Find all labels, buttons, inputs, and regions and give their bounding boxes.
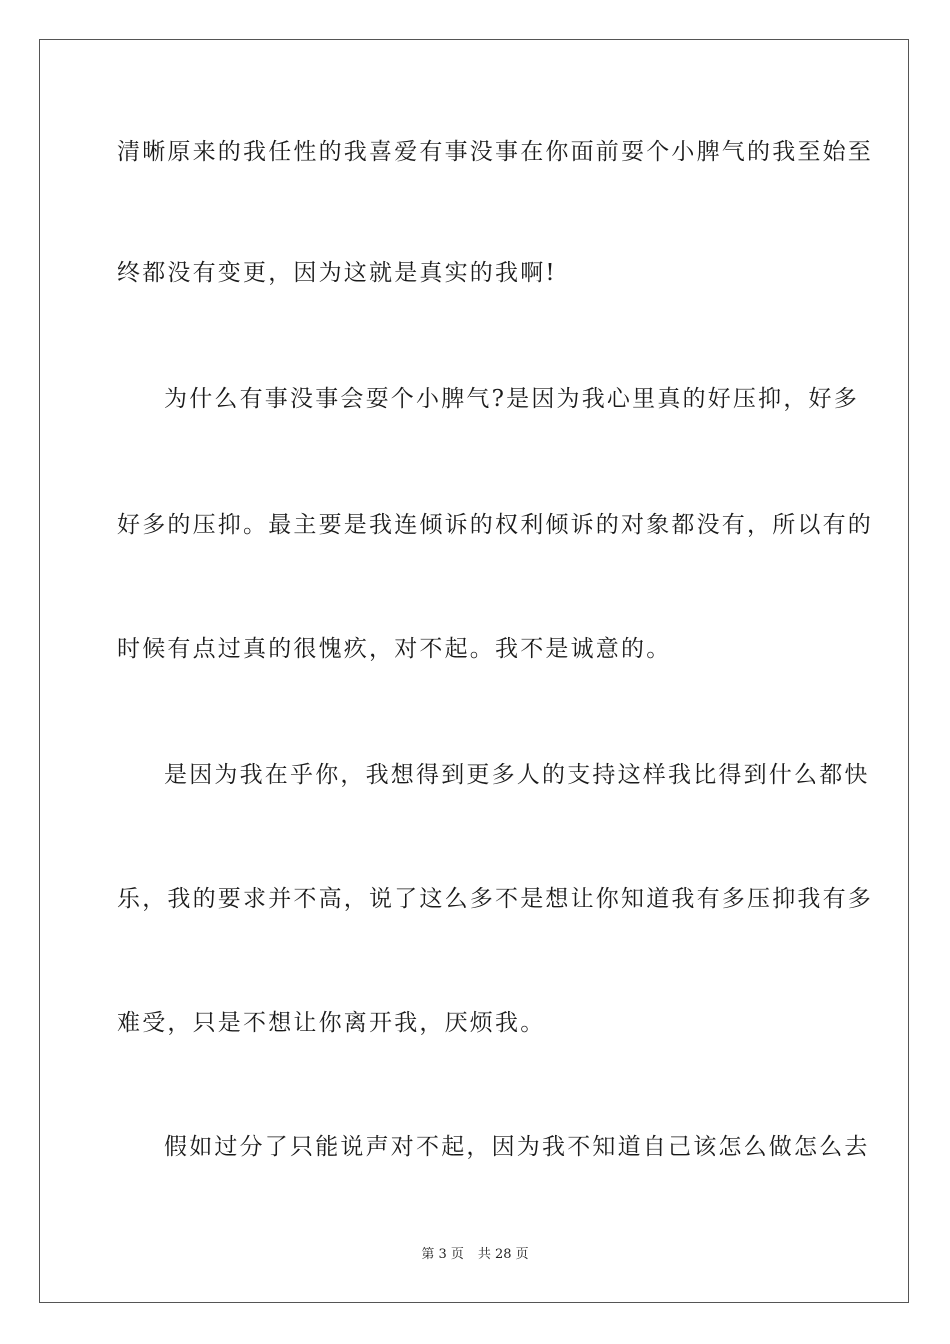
page-footer bbox=[0, 1246, 950, 1264]
paragraph-start-line: 为什么有事没事会耍个小脾气?是因为我心里真的好压抑，好多 bbox=[164, 386, 859, 412]
body-text-line: 清晰原来的我任性的我喜爱有事没事在你面前耍个小脾气的我至始至 bbox=[117, 139, 873, 165]
body-text-line: 终都没有变更，因为这就是真实的我啊! bbox=[117, 260, 557, 286]
page-number: 第 3 页 bbox=[421, 1247, 464, 1262]
paragraph-start-line: 假如过分了只能说声对不起，因为我不知道自己该怎么做怎么去 bbox=[164, 1134, 870, 1160]
page-border bbox=[39, 39, 909, 1303]
total-pages: 共 28 页 bbox=[477, 1247, 529, 1262]
body-text-line: 时候有点过真的很愧疚，对不起。我不是诚意的。 bbox=[117, 636, 672, 662]
paragraph-start-line: 是因为我在乎你，我想得到更多人的支持这样我比得到什么都快 bbox=[164, 762, 870, 788]
body-text-line: 乐，我的要求并不高，说了这么多不是想让你知道我有多压抑我有多 bbox=[117, 886, 873, 912]
body-text-line: 好多的压抑。最主要是我连倾诉的权利倾诉的对象都没有，所以有的 bbox=[117, 512, 873, 538]
body-text-line: 难受，只是不想让你离开我，厌烦我。 bbox=[117, 1010, 546, 1036]
